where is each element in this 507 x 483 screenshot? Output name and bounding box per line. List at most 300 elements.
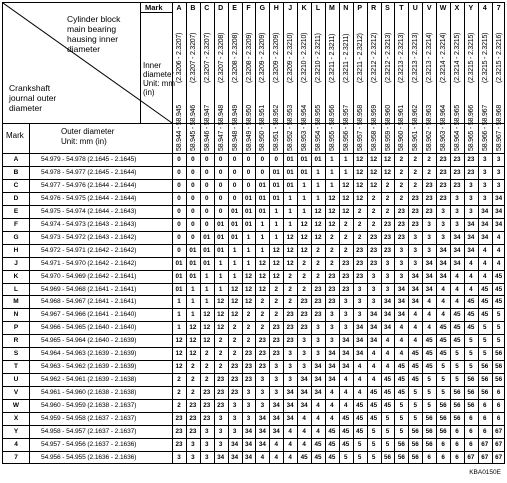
grade-cell: 56 — [495, 350, 503, 358]
grade-cell: 34 — [342, 363, 350, 371]
grade-cell: 2 — [399, 168, 404, 176]
row-outer-diameter: 54.972 - 54.971 (2.1642 - 2.1642) — [41, 246, 137, 254]
grade-cell: 34 — [342, 337, 350, 345]
grade-cell: 4 — [483, 246, 487, 254]
grade-cell: 45 — [411, 350, 419, 358]
grade-cell: 3 — [274, 389, 279, 397]
row-outer-diameter: 54.963 - 54.962 (2.1639 - 2.1639) — [41, 363, 137, 371]
grade-cell: 2 — [177, 402, 181, 410]
grade-cell: 5 — [455, 376, 459, 384]
column-mark: V — [426, 5, 432, 12]
outer-label-line1: Outer diameter — [61, 127, 115, 136]
table-row — [3, 334, 505, 347]
grade-cell: 5 — [427, 389, 431, 397]
grade-cell: 12 — [370, 156, 378, 163]
grade-cell: 2 — [232, 350, 237, 358]
grade-cell: 56 — [467, 389, 475, 397]
grade-cell: 23 — [356, 272, 364, 280]
grade-cell: 0 — [205, 207, 209, 215]
column-mark: B — [190, 5, 196, 12]
column-mark: 4 — [482, 5, 487, 12]
grade-cell: 3 — [385, 259, 390, 267]
grade-cell: 12 — [370, 168, 378, 176]
table-row — [3, 399, 505, 412]
row-outer-diameter: 54.965 - 54.964 (2.1640 - 2.1639) — [41, 337, 137, 345]
grade-cell: 23 — [286, 324, 294, 332]
row-outer-diameter: 54.977 - 54.976 (2.1644 - 2.1644) — [41, 181, 137, 189]
grade-cell: 56 — [481, 376, 489, 384]
column-mark: J — [288, 5, 293, 12]
grade-cell: 1 — [205, 298, 209, 306]
grade-cell: 3 — [344, 298, 348, 306]
grade-cell: 45 — [342, 415, 350, 422]
grade-cell: 4 — [441, 285, 445, 293]
grade-cell: 01 — [175, 285, 183, 293]
grade-cell: 3 — [371, 272, 376, 280]
grade-cell: 4 — [399, 337, 404, 345]
grade-cell: 23 — [314, 285, 322, 293]
grade-cell: 3 — [246, 402, 251, 410]
row-mark: E — [13, 207, 19, 215]
grade-cell: 2 — [427, 156, 431, 163]
row-mark: T — [14, 363, 18, 371]
grade-cell: 12 — [189, 324, 197, 332]
grade-cell: 12 — [244, 285, 252, 293]
grade-cell: 1 — [218, 259, 223, 267]
column-separator — [200, 3, 201, 464]
grade-cell: 23 — [203, 415, 211, 422]
grade-cell: 56 — [397, 453, 405, 461]
grade-cell: 12 — [370, 181, 378, 189]
grade-cell: 01 — [258, 207, 266, 215]
grade-cell: 23 — [467, 156, 475, 163]
grade-cell: 5 — [441, 389, 445, 397]
grade-cell: 56 — [425, 427, 433, 435]
column-mm-range: 58.957 - 58.958 — [356, 104, 364, 151]
column-mark: N — [343, 5, 349, 12]
grade-cell: 23 — [231, 389, 239, 397]
grade-cell: 23 — [411, 220, 419, 228]
grade-cell: 5 — [469, 350, 473, 358]
grade-cell: 34 — [286, 402, 294, 410]
column-inch-range: (2.3207 - 2.3208) — [217, 32, 225, 83]
column-mm-range: 58.955 - 58.956 — [328, 104, 336, 151]
grade-cell: 12 — [272, 246, 280, 254]
grade-cell: 6 — [469, 415, 473, 422]
grade-cell: 23 — [425, 194, 433, 202]
grade-cell: 0 — [232, 156, 237, 163]
grade-cell: 1 — [344, 156, 348, 163]
grade-cell: 45 — [453, 337, 461, 345]
grade-cell: 23 — [370, 233, 378, 241]
grade-cell: 01 — [189, 246, 197, 254]
grade-cell: 3 — [399, 272, 404, 280]
grade-cell: 56 — [439, 427, 447, 435]
grade-cell: 23 — [175, 427, 183, 435]
column-mm-range: 58.948 - 58.949 — [231, 104, 239, 151]
row-mark: 7 — [14, 453, 18, 461]
grade-cell: 23 — [203, 389, 211, 397]
grade-cell: 34 — [411, 272, 419, 280]
grade-cell: 34 — [481, 207, 489, 215]
column-mark: F — [246, 5, 251, 12]
grade-cell: 3 — [218, 415, 223, 422]
grade-cell: 34 — [258, 440, 266, 448]
table-row — [3, 347, 505, 360]
grade-cell: 3 — [260, 389, 265, 397]
grade-cell: 2 — [274, 285, 279, 293]
row-mark: J — [14, 259, 18, 267]
column-mm-range: 58.954 - 58.955 — [315, 104, 322, 151]
grade-cell: 0 — [177, 207, 181, 215]
grade-cell: 45 — [425, 337, 433, 345]
table-row — [3, 205, 505, 218]
row-outer-diameter: 54.960 - 54.959 (2.1638 - 2.1637) — [41, 402, 137, 410]
grade-cell: 34 — [244, 440, 252, 448]
grade-cell: 0 — [191, 220, 195, 228]
grade-cell: 6 — [441, 453, 445, 461]
column-inch-range: (2.3215 - 2.3215) — [481, 32, 489, 83]
grade-cell: 5 — [496, 324, 501, 332]
grade-cell: 0 — [232, 168, 237, 176]
grade-cell: 12 — [314, 220, 322, 228]
table-row — [3, 438, 505, 451]
grade-cell: 67 — [495, 440, 503, 448]
grade-cell: 3 — [427, 220, 431, 228]
grade-cell: 23 — [383, 220, 391, 228]
table-row — [3, 321, 505, 334]
grade-cell: 2 — [399, 181, 404, 189]
grade-cell: 45 — [439, 350, 447, 358]
row-outer-diameter: 54.966 - 54.965 (2.1640 - 2.1640) — [41, 324, 137, 332]
grade-cell: 12 — [258, 285, 266, 293]
grade-cell: 3 — [371, 298, 376, 306]
grade-cell: 3 — [455, 194, 459, 202]
row-mark: H — [13, 246, 19, 254]
grade-cell: 5 — [496, 337, 501, 345]
grade-cell: 12 — [300, 220, 308, 228]
column-inch-range: (2.3209 - 2.3209) — [273, 32, 281, 83]
column-mm-range: 58.945 - 58.946 — [189, 104, 197, 151]
grade-cell: 56 — [481, 363, 489, 371]
column-mm-range: 58.958 - 58.959 — [370, 104, 378, 151]
grade-cell: 4 — [274, 453, 279, 461]
grade-cell: 5 — [385, 415, 390, 422]
grade-cell: 34 — [370, 324, 378, 332]
grade-cell: 4 — [469, 285, 473, 293]
grade-cell: 3 — [455, 207, 459, 215]
grade-cell: 56 — [467, 376, 475, 384]
grade-cell: 1 — [302, 181, 306, 189]
column-mark: G — [259, 5, 266, 12]
grade-cell: 01 — [300, 168, 308, 176]
grade-cell: 2 — [316, 259, 320, 267]
grade-cell: 5 — [427, 402, 431, 410]
grade-cell: 56 — [397, 440, 405, 448]
grade-cell: 45 — [300, 453, 308, 461]
grade-cell: 3 — [413, 259, 418, 267]
grade-cell: 23 — [383, 233, 391, 241]
grade-cell: 5 — [483, 324, 487, 332]
column-inch-range: (2.3209 - 2.3210) — [287, 32, 295, 83]
grade-cell: 2 — [357, 233, 362, 241]
grade-cell: 34 — [286, 415, 294, 422]
grade-cell: 23 — [244, 376, 252, 384]
column-inch-range: (2.3211 - 2.3212) — [356, 33, 364, 83]
row-outer-diameter: 54.971 - 54.970 (2.1642 - 2.1642) — [41, 259, 137, 267]
grade-cell: 45 — [356, 427, 364, 435]
grade-cell: 3 — [496, 168, 501, 176]
grade-cell: 45 — [328, 440, 336, 448]
grade-cell: 34 — [453, 259, 461, 267]
grade-cell: 4 — [413, 311, 418, 319]
grade-cell: 2 — [371, 194, 376, 202]
grade-cell: 34 — [411, 298, 419, 306]
grade-cell: 3 — [330, 311, 334, 319]
grade-cell: 2 — [385, 207, 390, 215]
grade-cell: 23 — [231, 363, 239, 371]
grade-cell: 23 — [231, 376, 239, 384]
grade-cell: 2 — [399, 194, 404, 202]
grade-cell: 23 — [439, 181, 447, 189]
column-separator — [186, 3, 187, 464]
column-inch-range: (2.3210 - 2.3211) — [315, 33, 322, 83]
grade-cell: 23 — [328, 285, 336, 293]
grade-cell: 45 — [383, 402, 391, 410]
column-mm-range: 58.959 - 58.960 — [384, 104, 392, 151]
grade-cell: 3 — [302, 337, 306, 345]
grade-cell: 23 — [272, 337, 280, 345]
grade-cell: 5 — [371, 427, 376, 435]
grade-cell: 4 — [371, 363, 376, 371]
grade-cell: 4 — [344, 402, 348, 410]
grade-cell: 12 — [203, 337, 211, 345]
grade-cell: 3 — [483, 181, 487, 189]
grade-cell: 0 — [191, 194, 195, 202]
column-separator — [228, 3, 229, 464]
column-mm-range: 58.967 - 58.968 — [495, 104, 503, 151]
grade-cell: 23 — [258, 363, 266, 371]
grade-cell: 4 — [330, 389, 334, 397]
table-row — [3, 166, 505, 179]
column-separator — [214, 3, 215, 464]
column-inch-range: (2.3213 - 2.3213) — [398, 32, 406, 83]
grade-cell: 23 — [286, 337, 294, 345]
grade-cell: 45 — [453, 311, 461, 319]
grade-cell: 4 — [288, 453, 292, 461]
grade-cell: 12 — [175, 363, 183, 371]
grade-cell: 2 — [260, 311, 265, 319]
grade-cell: 34 — [439, 259, 447, 267]
grade-cell: 4 — [330, 415, 334, 422]
grade-cell: 12 — [217, 298, 225, 306]
grade-cell: 34 — [439, 246, 447, 254]
grade-cell: 4 — [399, 324, 404, 332]
grade-cell: 3 — [330, 324, 334, 332]
table-row — [3, 308, 505, 321]
row-outer-diameter: 54.956 - 54.955 (2.1636 - 2.1636) — [41, 453, 137, 461]
grade-cell: 0 — [246, 181, 251, 189]
grade-cell: 34 — [397, 285, 405, 293]
grade-cell: 2 — [218, 337, 223, 345]
grade-cell: 3 — [260, 376, 265, 384]
grade-cell: 23 — [244, 350, 252, 358]
grade-cell: 6 — [483, 415, 487, 422]
grade-cell: 34 — [328, 376, 336, 384]
table-row — [3, 153, 505, 166]
grade-cell: 3 — [246, 415, 251, 422]
grade-cell: 3 — [357, 285, 362, 293]
grade-cell: 3 — [218, 440, 223, 448]
table-row — [3, 231, 505, 244]
grade-cell: 3 — [316, 350, 320, 358]
grade-cell: 4 — [274, 440, 279, 448]
column-mark: Y — [468, 5, 474, 12]
grade-cell: 0 — [191, 156, 195, 163]
row-mark: N — [13, 311, 19, 319]
column-separator — [242, 3, 243, 464]
grade-cell: 2 — [330, 246, 334, 254]
inner-label-line4: (in) — [143, 88, 155, 97]
grade-cell: 6 — [469, 440, 473, 448]
grade-cell: 12 — [356, 181, 364, 189]
grade-cell: 1 — [288, 207, 292, 215]
grade-cell: 1 — [288, 220, 292, 228]
grade-cell: 1 — [330, 156, 334, 163]
row-outer-diameter: 54.970 - 54.969 (2.1642 - 2.1641) — [41, 272, 137, 280]
grade-cell: 01 — [272, 194, 280, 202]
grade-cell: 34 — [467, 246, 475, 254]
column-mark: M — [328, 5, 335, 12]
grade-cell: 34 — [495, 220, 503, 228]
grade-cell: 23 — [342, 259, 350, 267]
row-outer-diameter: 54.958 - 54.957 (2.1637 - 2.1637) — [41, 427, 137, 435]
row-mark: F — [14, 220, 18, 228]
table-row — [3, 386, 505, 399]
grade-cell: 34 — [272, 402, 280, 410]
grade-cell: 01 — [244, 207, 252, 215]
grade-cell: 34 — [481, 233, 489, 241]
grade-cell: 3 — [496, 156, 501, 163]
grade-cell: 1 — [260, 233, 265, 241]
grade-cell: 3 — [483, 156, 487, 163]
grade-cell: 6 — [483, 402, 487, 410]
grade-cell: 12 — [356, 156, 364, 163]
row-outer-diameter: 54.967 - 54.966 (2.1641 - 2.1640) — [41, 311, 137, 319]
grade-cell: 34 — [467, 233, 475, 241]
grade-cell: 45 — [495, 272, 503, 280]
grade-cell: 45 — [328, 427, 336, 435]
grade-cell: 5 — [413, 415, 418, 422]
row-mark: X — [13, 415, 19, 422]
grade-cell: 23 — [425, 207, 433, 215]
grade-cell: 5 — [483, 337, 487, 345]
column-separator — [339, 3, 340, 464]
column-mark: E — [232, 5, 237, 12]
grade-cell: 45 — [314, 453, 322, 461]
column-inch-range: (2.3208 - 2.3209) — [245, 32, 253, 83]
row-outer-diameter: 54.975 - 54.974 (2.1644 - 2.1643) — [41, 207, 137, 215]
grade-cell: 56 — [411, 453, 419, 461]
column-mark: R — [371, 5, 377, 12]
row-mark: S — [13, 350, 19, 358]
grade-cell: 12 — [203, 324, 211, 332]
grade-cell: 2 — [191, 376, 195, 384]
grade-cell: 4 — [302, 440, 306, 448]
grade-cell: 4 — [344, 389, 348, 397]
grade-cell: 01 — [175, 259, 183, 267]
grade-cell: 5 — [344, 453, 348, 461]
grade-cell: 01 — [231, 207, 239, 215]
grade-cell: 34 — [300, 376, 308, 384]
table-row — [3, 451, 505, 464]
table-row — [3, 360, 505, 373]
grade-cell: 34 — [231, 453, 239, 461]
grade-cell: 3 — [218, 427, 223, 435]
grade-cell: 12 — [300, 233, 308, 241]
grade-cell: 3 — [232, 427, 237, 435]
grade-cell: 23 — [397, 220, 405, 228]
grade-cell: 0 — [218, 168, 223, 176]
grade-cell: 34 — [328, 363, 336, 371]
grade-cell: 4 — [288, 440, 292, 448]
grade-cell: 34 — [397, 298, 405, 306]
grade-cell: 34 — [258, 427, 266, 435]
grade-cell: 3 — [232, 402, 237, 410]
grade-cell: 3 — [344, 324, 348, 332]
grade-cell: 3 — [385, 285, 390, 293]
grade-cell: 4 — [483, 272, 487, 280]
column-mm-range: 58.964 - 58.965 — [454, 104, 461, 151]
grade-cell: 2 — [427, 168, 431, 176]
grade-cell: 45 — [397, 363, 405, 371]
grade-cell: 2 — [191, 363, 195, 371]
grade-cell: 56 — [425, 415, 433, 422]
grade-cell: 3 — [344, 311, 348, 319]
grade-cell: 45 — [495, 298, 503, 306]
column-inch-range: (2.3215 - 2.3215) — [467, 32, 475, 83]
grade-cell: 45 — [328, 453, 336, 461]
grade-cell: 45 — [467, 311, 475, 319]
grade-cell: 01 — [286, 156, 294, 163]
grade-cell: 56 — [481, 389, 489, 397]
grade-cell: 34 — [272, 415, 280, 422]
grade-cell: 56 — [411, 427, 419, 435]
grade-cell: 23 — [397, 233, 405, 241]
grade-cell: 01 — [272, 168, 280, 176]
grade-cell: 3 — [274, 376, 279, 384]
grade-cell: 23 — [370, 246, 378, 254]
column-mm-range: 58.952 - 58.953 — [287, 104, 295, 151]
grade-cell: 34 — [397, 311, 405, 319]
grade-cell: 23 — [300, 311, 308, 319]
grade-cell: 12 — [314, 233, 322, 241]
grade-cell: 3 — [496, 181, 501, 189]
grade-cell: 67 — [495, 453, 503, 461]
table-row — [3, 192, 505, 205]
grade-cell: 34 — [314, 363, 322, 371]
column-inch-range: (2.3211 - 2.3211) — [342, 33, 350, 83]
grade-cell: 4 — [357, 363, 362, 371]
grade-cell: 4 — [260, 453, 265, 461]
row-mark: B — [13, 168, 19, 176]
grade-cell: 5 — [371, 440, 376, 448]
grade-cell: 3 — [427, 246, 431, 254]
grade-cell: 34 — [356, 337, 364, 345]
grade-cell: 1 — [274, 220, 279, 228]
grade-cell: 34 — [217, 453, 225, 461]
grade-cell: 2 — [246, 337, 251, 345]
